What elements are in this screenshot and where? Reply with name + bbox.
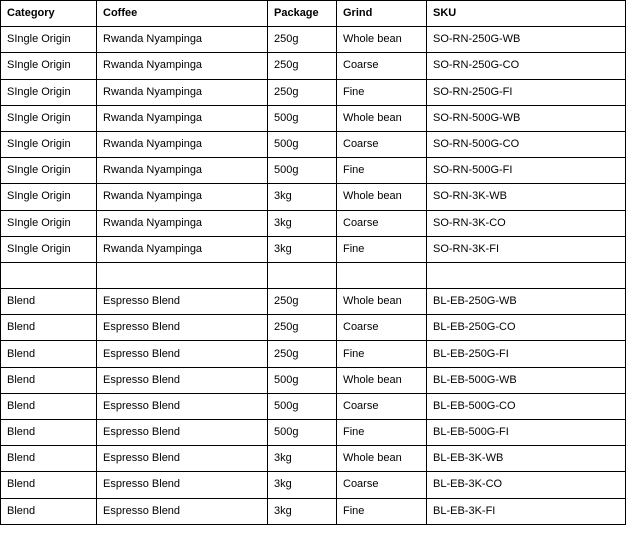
cell-category: SIngle Origin [1, 105, 97, 131]
cell-package: 3kg [268, 236, 337, 262]
cell-sku: BL-EB-3K-FI [427, 498, 626, 524]
cell-coffee: Espresso Blend [97, 393, 268, 419]
cell-package: 250g [268, 341, 337, 367]
cell-category: SIngle Origin [1, 236, 97, 262]
cell-coffee: Rwanda Nyampinga [97, 236, 268, 262]
table-row [1, 341, 626, 367]
cell-grind: Coarse [337, 315, 427, 341]
cell-category: Blend [1, 420, 97, 446]
cell-grind: Coarse [337, 210, 427, 236]
cell-category: SIngle Origin [1, 158, 97, 184]
cell-grind: Whole bean [337, 27, 427, 53]
cell-package [268, 262, 337, 288]
cell-package: 3kg [268, 498, 337, 524]
cell-sku: BL-EB-500G-FI [427, 420, 626, 446]
cell-grind: Whole bean [337, 446, 427, 472]
cell-sku: BL-EB-500G-WB [427, 367, 626, 393]
table-row [1, 158, 626, 184]
cell-category: SIngle Origin [1, 53, 97, 79]
table-row [1, 393, 626, 419]
table-row [1, 420, 626, 446]
cell-sku: BL-EB-3K-CO [427, 472, 626, 498]
cell-package: 3kg [268, 472, 337, 498]
table-row [1, 236, 626, 262]
table-body [1, 27, 626, 525]
cell-package: 250g [268, 79, 337, 105]
cell-sku: SO-RN-500G-FI [427, 158, 626, 184]
cell-sku: SO-RN-3K-CO [427, 210, 626, 236]
cell-coffee: Espresso Blend [97, 367, 268, 393]
table-row [1, 105, 626, 131]
cell-sku: SO-RN-500G-WB [427, 105, 626, 131]
cell-sku: BL-EB-3K-WB [427, 446, 626, 472]
cell-coffee: Espresso Blend [97, 498, 268, 524]
cell-sku: BL-EB-250G-CO [427, 315, 626, 341]
cell-grind: Whole bean [337, 184, 427, 210]
cell-package: 500g [268, 131, 337, 157]
header-package: Package [268, 1, 337, 27]
cell-grind: Whole bean [337, 289, 427, 315]
table-row [1, 79, 626, 105]
table-row [1, 367, 626, 393]
table-row [1, 472, 626, 498]
header-sku: SKU [427, 1, 626, 27]
cell-sku: SO-RN-500G-CO [427, 131, 626, 157]
table-row [1, 262, 626, 288]
cell-category: Blend [1, 446, 97, 472]
cell-grind: Whole bean [337, 105, 427, 131]
cell-package: 250g [268, 27, 337, 53]
cell-sku: SO-RN-250G-WB [427, 27, 626, 53]
cell-category: Blend [1, 341, 97, 367]
cell-package: 3kg [268, 210, 337, 236]
cell-category: Blend [1, 393, 97, 419]
cell-sku [427, 262, 626, 288]
cell-category: Blend [1, 315, 97, 341]
cell-category: SIngle Origin [1, 27, 97, 53]
cell-coffee: Rwanda Nyampinga [97, 79, 268, 105]
table-row [1, 27, 626, 53]
cell-sku: BL-EB-250G-WB [427, 289, 626, 315]
cell-grind: Fine [337, 236, 427, 262]
table-row [1, 289, 626, 315]
cell-coffee: Espresso Blend [97, 446, 268, 472]
cell-sku: SO-RN-3K-FI [427, 236, 626, 262]
table-row [1, 446, 626, 472]
header-row [1, 1, 626, 27]
header-coffee: Coffee [97, 1, 268, 27]
cell-coffee: Espresso Blend [97, 289, 268, 315]
cell-coffee: Espresso Blend [97, 420, 268, 446]
cell-coffee: Rwanda Nyampinga [97, 53, 268, 79]
cell-coffee: Rwanda Nyampinga [97, 158, 268, 184]
table-row [1, 498, 626, 524]
cell-category: SIngle Origin [1, 79, 97, 105]
cell-category: Blend [1, 367, 97, 393]
cell-grind: Coarse [337, 131, 427, 157]
cell-sku: SO-RN-250G-CO [427, 53, 626, 79]
cell-category: SIngle Origin [1, 184, 97, 210]
cell-sku: SO-RN-250G-FI [427, 79, 626, 105]
cell-package: 250g [268, 289, 337, 315]
cell-grind: Fine [337, 341, 427, 367]
cell-coffee: Rwanda Nyampinga [97, 184, 268, 210]
cell-coffee: Espresso Blend [97, 472, 268, 498]
table-row [1, 53, 626, 79]
cell-category: SIngle Origin [1, 210, 97, 236]
cell-coffee [97, 262, 268, 288]
cell-grind: Fine [337, 420, 427, 446]
cell-package: 500g [268, 420, 337, 446]
cell-grind: Coarse [337, 472, 427, 498]
cell-coffee: Rwanda Nyampinga [97, 27, 268, 53]
table-header [1, 1, 626, 27]
cell-package: 500g [268, 367, 337, 393]
cell-category: Blend [1, 498, 97, 524]
cell-category: SIngle Origin [1, 131, 97, 157]
cell-package: 3kg [268, 446, 337, 472]
table-row [1, 315, 626, 341]
cell-package: 500g [268, 105, 337, 131]
cell-grind: Coarse [337, 53, 427, 79]
cell-sku: BL-EB-500G-CO [427, 393, 626, 419]
header-grind: Grind [337, 1, 427, 27]
cell-grind: Coarse [337, 393, 427, 419]
cell-grind: Fine [337, 498, 427, 524]
cell-grind [337, 262, 427, 288]
table-row [1, 184, 626, 210]
cell-package: 250g [268, 315, 337, 341]
cell-sku: BL-EB-250G-FI [427, 341, 626, 367]
cell-coffee: Espresso Blend [97, 315, 268, 341]
cell-coffee: Espresso Blend [97, 341, 268, 367]
cell-category: Blend [1, 289, 97, 315]
header-category: Category [1, 1, 97, 27]
cell-coffee: Rwanda Nyampinga [97, 105, 268, 131]
cell-category: Blend [1, 472, 97, 498]
cell-category [1, 262, 97, 288]
cell-grind: Whole bean [337, 367, 427, 393]
cell-coffee: Rwanda Nyampinga [97, 210, 268, 236]
cell-grind: Fine [337, 158, 427, 184]
cell-coffee: Rwanda Nyampinga [97, 131, 268, 157]
cell-package: 3kg [268, 184, 337, 210]
table-row [1, 210, 626, 236]
cell-sku: SO-RN-3K-WB [427, 184, 626, 210]
cell-package: 500g [268, 393, 337, 419]
cell-grind: Fine [337, 79, 427, 105]
cell-package: 500g [268, 158, 337, 184]
cell-package: 250g [268, 53, 337, 79]
table-row [1, 131, 626, 157]
